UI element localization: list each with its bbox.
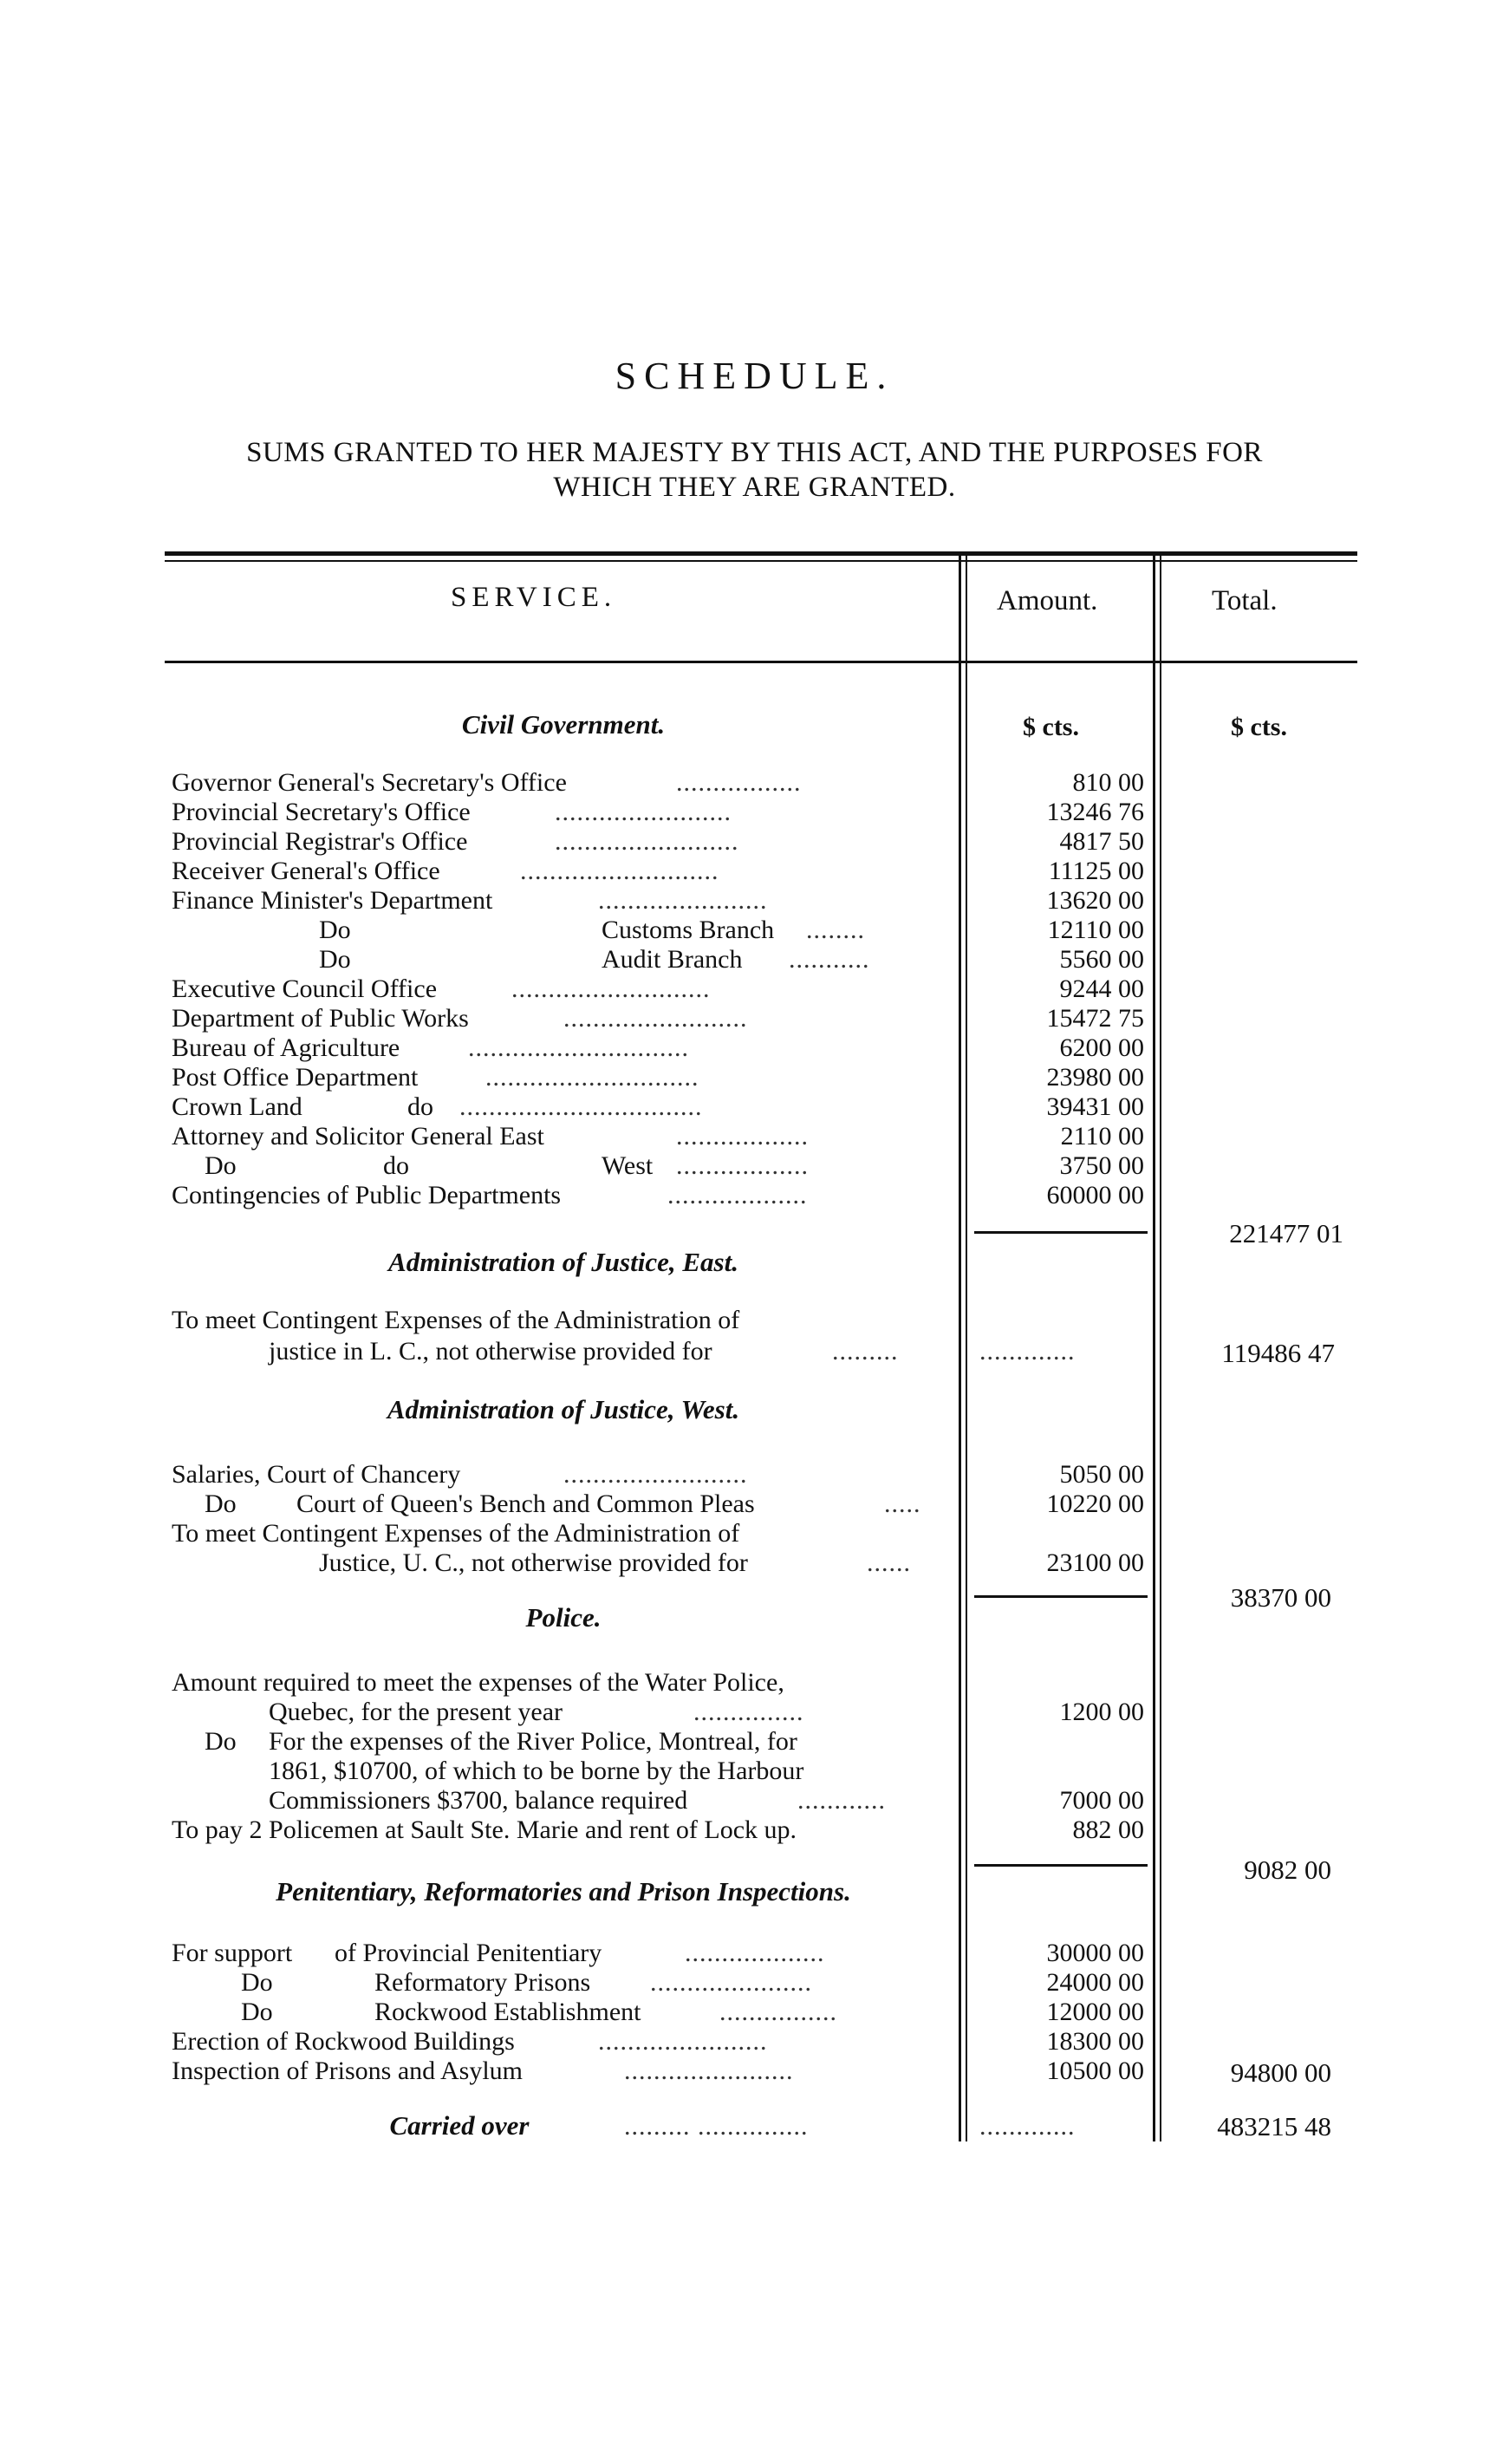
penitentiary-row-amount: 12000 00: [1046, 1998, 1144, 2026]
civil-row-amount: 3750 00: [1059, 1151, 1144, 1180]
civil-row-amount: 9244 00: [1059, 975, 1144, 1003]
civil-row-label: Finance Minister's Department: [172, 886, 493, 915]
header-bottom-rule: [165, 661, 1357, 663]
leader-dots: ..............................: [468, 1033, 689, 1062]
civil-row-label: Bureau of Agriculture: [172, 1033, 400, 1062]
justice-west-row-amount: 10220 00: [1046, 1489, 1144, 1518]
page-title: SCHEDULE.: [615, 355, 894, 397]
leader-dots: .....: [884, 1489, 921, 1518]
penitentiary-row-label: Inspection of Prisons and Asylum: [172, 2057, 523, 2085]
police-row-label: Commissioners $3700, balance required: [269, 1786, 688, 1815]
section-heading-justice-west: Administration of Justice, West.: [387, 1394, 740, 1424]
penitentiary-row-label: Rockwood Establishment: [374, 1998, 641, 2026]
leader-dots: ........................: [555, 798, 732, 826]
leader-dots: ......: [867, 1548, 911, 1577]
amount-column-left-rule: [959, 555, 961, 2141]
civil-row-label: Post Office Department: [172, 1063, 419, 1092]
leader-dots: .........................: [555, 827, 739, 856]
civil-subtotal-rule: [974, 1231, 1148, 1234]
subtitle: [0, 435, 1509, 505]
civil-row-amount: 810 00: [1072, 768, 1144, 797]
table-top-rule: [165, 551, 1357, 556]
civil-row-label: Contingencies of Public Departments: [172, 1181, 562, 1209]
leader-dots: ......... ...............: [624, 2112, 809, 2141]
police-row-label: Amount required to meet the expenses of the Water Police,: [172, 1668, 784, 1697]
penitentiary-row-amount: 30000 00: [1046, 1939, 1144, 1967]
civil-row-label: Do: [205, 1151, 237, 1180]
leader-dots: ................: [719, 1998, 837, 2026]
penitentiary-row-label: Erection of Rockwood Buildings: [172, 2027, 515, 2056]
civil-row-amount: 2110 00: [1060, 1122, 1144, 1151]
civil-row-amount: 12110 00: [1047, 916, 1144, 944]
justice-east-line-2: justice in L. C., not otherwise provided for: [269, 1337, 712, 1366]
leader-dots: .................: [676, 768, 802, 797]
justice-west-subtotal-rule: [974, 1595, 1148, 1598]
amount-units: $ cts.: [1023, 713, 1079, 741]
civil-row-amount: 23980 00: [1046, 1063, 1144, 1092]
total-units: $ cts.: [1231, 713, 1287, 741]
amount-header: Amount.: [997, 585, 1098, 616]
civil-row-label: Receiver General's Office: [172, 857, 440, 885]
leader-dots: ...................: [685, 1939, 825, 1967]
penitentiary-row-label: Do: [241, 1968, 273, 1997]
penitentiary-row-label: Do: [241, 1998, 273, 2026]
justice-east-line-1: To meet Contingent Expenses of the Administration of: [172, 1306, 740, 1334]
civil-row-label: West: [602, 1151, 654, 1180]
leader-dots: .........................: [563, 1004, 748, 1033]
civil-row-label: Provincial Registrar's Office: [172, 827, 468, 856]
civil-total: 221477 01: [1229, 1218, 1343, 1248]
civil-row-label: Do: [319, 916, 351, 944]
penitentiary-row-amount: 24000 00: [1046, 1968, 1144, 1997]
justice-west-row-label: Do: [205, 1489, 237, 1518]
justice-east-total: 119486 47: [1221, 1338, 1335, 1368]
penitentiary-row-amount: 10500 00: [1046, 2057, 1144, 2085]
civil-row-label: Governor General's Secretary's Office: [172, 768, 567, 797]
penitentiary-total: 94800 00: [1230, 2057, 1331, 2088]
police-total: 9082 00: [1244, 1855, 1331, 1885]
leader-dots: ...........: [789, 945, 870, 974]
civil-row-amount: 39431 00: [1046, 1092, 1144, 1121]
leader-dots: ............: [797, 1786, 886, 1815]
civil-row-label: Crown Land: [172, 1092, 302, 1121]
penitentiary-row-amount: 18300 00: [1046, 2027, 1144, 2056]
total-column-left-rule: [1153, 555, 1155, 2141]
section-heading-penitentiary: Penitentiary, Reformatories and Prison Inspections.: [276, 1876, 851, 1907]
leader-dots: ...........................: [520, 857, 719, 885]
leader-dots: .............: [979, 2112, 1076, 2141]
carried-over-total: 483215 48: [1217, 2111, 1331, 2141]
subtitle-line-2: WHICH THEY ARE GRANTED.: [553, 472, 956, 503]
police-row-amount: 1200 00: [1059, 1698, 1144, 1726]
amount-column-left-rule-2: [966, 555, 967, 2141]
leader-dots: ........: [806, 916, 865, 944]
civil-row-amount: 6200 00: [1059, 1033, 1144, 1062]
justice-west-row-amount: 23100 00: [1046, 1548, 1144, 1577]
leader-dots: .............................: [485, 1063, 699, 1092]
police-subtotal-rule: [974, 1864, 1148, 1867]
police-row-amount: 882 00: [1072, 1815, 1144, 1844]
justice-west-row-label: Salaries, Court of Chancery: [172, 1460, 461, 1489]
civil-row-amount: 15472 75: [1046, 1004, 1144, 1033]
leader-dots: ...............: [693, 1698, 804, 1726]
leader-dots: .......................: [624, 2057, 794, 2085]
police-row-label: 1861, $10700, of which to be borne by the Harbour: [269, 1757, 804, 1785]
leader-dots: .................................: [459, 1092, 703, 1121]
section-heading-civil: Civil Government.: [461, 709, 666, 740]
leader-dots: ......................: [650, 1968, 812, 1997]
civil-row-label: Audit Branch: [602, 945, 743, 974]
leader-dots: ...................: [667, 1181, 808, 1209]
justice-west-row-label: Court of Queen's Bench and Common Pleas: [296, 1489, 755, 1518]
carried-over-label: Carried over: [389, 2110, 530, 2141]
justice-west-row-label: To meet Contingent Expenses of the Administration of: [172, 1519, 740, 1548]
civil-row-amount: 13620 00: [1046, 886, 1144, 915]
civil-row-label: do: [407, 1092, 433, 1121]
police-row-label: To pay 2 Policemen at Sault Ste. Marie and rent of Lock up.: [172, 1815, 797, 1844]
penitentiary-row-label: For support: [172, 1939, 293, 1967]
civil-row-label: Do: [319, 945, 351, 974]
leader-dots: .........: [832, 1337, 899, 1366]
leader-dots: ..................: [676, 1151, 809, 1180]
leader-dots: .........................: [563, 1460, 748, 1489]
civil-row-label: Executive Council Office: [172, 975, 438, 1003]
leader-dots: ..................: [676, 1122, 809, 1151]
justice-west-row-amount: 5050 00: [1059, 1460, 1144, 1489]
civil-row-label: do: [383, 1151, 409, 1180]
section-heading-justice-east: Administration of Justice, East.: [388, 1247, 738, 1277]
civil-row-label: Provincial Secretary's Office: [172, 798, 471, 826]
civil-row-amount: 13246 76: [1046, 798, 1144, 826]
leader-dots: .......................: [598, 886, 768, 915]
civil-row-amount: 11125 00: [1048, 857, 1144, 885]
total-header: Total.: [1212, 585, 1278, 616]
total-column-left-rule-2: [1160, 555, 1161, 2141]
justice-west-total: 38370 00: [1230, 1582, 1331, 1613]
section-heading-police: Police.: [525, 1602, 602, 1633]
civil-row-amount: 60000 00: [1046, 1181, 1144, 1209]
subtitle-line-1: SUMS GRANTED TO HER MAJESTY BY THIS ACT, AND THE PURPOSES FOR: [246, 437, 1263, 468]
penitentiary-row-label: Reformatory Prisons: [374, 1968, 591, 1997]
justice-west-row-label: Justice, U. C., not otherwise provided for: [319, 1548, 748, 1577]
civil-row-label: Attorney and Solicitor General East: [172, 1122, 544, 1151]
police-row-amount: 7000 00: [1059, 1786, 1144, 1815]
table-top-rule-thin: [165, 560, 1357, 562]
police-row-label: For the expenses of the River Police, Montreal, for: [269, 1727, 797, 1756]
police-row-label: Do: [205, 1727, 237, 1756]
leader-dots: .............: [979, 1337, 1076, 1366]
leader-dots: ...........................: [511, 975, 711, 1003]
police-row-label: Quebec, for the present year: [269, 1698, 563, 1726]
leader-dots: .......................: [598, 2027, 768, 2056]
service-header: SERVICE.: [451, 582, 617, 613]
civil-row-label: Department of Public Works: [172, 1004, 469, 1033]
civil-row-amount: 5560 00: [1059, 945, 1144, 974]
civil-row-label: Customs Branch: [602, 916, 775, 944]
penitentiary-row-label: of Provincial Penitentiary: [335, 1939, 602, 1967]
civil-row-amount: 4817 50: [1059, 827, 1144, 856]
